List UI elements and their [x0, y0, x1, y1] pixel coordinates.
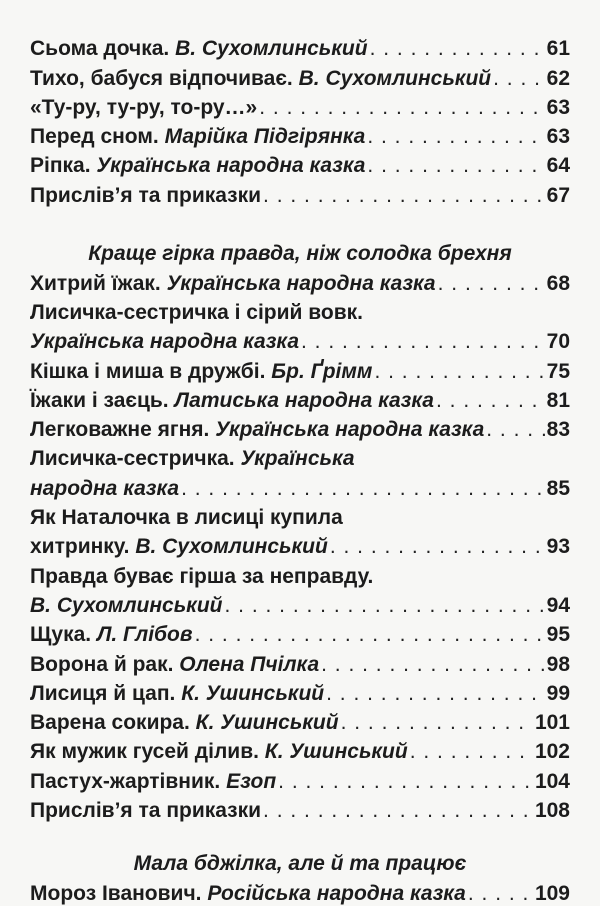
entry-author: К. Ушинський: [264, 740, 408, 764]
entry-title: Лисичка-сестричка.: [30, 447, 235, 471]
entry-page: 99: [546, 681, 570, 705]
entry-page: 102: [534, 740, 570, 764]
entry-text: [30, 653, 319, 677]
entry-page: 68: [546, 271, 570, 295]
toc-entry: [30, 876, 570, 905]
entry-text: [30, 565, 373, 589]
entry-page: 67: [546, 183, 570, 207]
dot-leader: [301, 330, 545, 354]
toc-entry: [30, 794, 570, 823]
entry-author: В. Сухомлинський: [175, 37, 368, 61]
entry-title: хитринку.: [30, 535, 130, 559]
entry-title: Лисичка-сестричка і сірий вовк.: [30, 300, 363, 324]
entry-text: [30, 389, 434, 413]
entry-author: Українська народна казка: [96, 154, 366, 178]
entry-title: Ріпка.: [30, 154, 91, 178]
toc-entry: [30, 677, 570, 706]
dot-leader: [370, 37, 545, 61]
entry-text: [30, 330, 299, 354]
dot-leader: [410, 740, 533, 764]
dot-leader: [181, 477, 545, 501]
entry-author: К. Ушинський: [195, 711, 339, 735]
entry-author: Російська народна казка: [207, 881, 466, 905]
entry-text: [30, 447, 355, 471]
table-of-contents: [30, 32, 570, 906]
entry-title: Прислів’я та приказки: [30, 183, 262, 207]
entry-page: 61: [546, 37, 570, 61]
entry-page: 98: [546, 652, 570, 676]
entry-text: [30, 740, 408, 764]
toc-entry: [30, 735, 570, 764]
entry-page: 104: [534, 769, 570, 793]
entry-title: Пастух-жартівник.: [30, 769, 221, 793]
entry-author: Українська народна казка: [30, 330, 300, 354]
entry-text: [30, 418, 484, 442]
toc-entry: [30, 32, 570, 61]
entry-text: [30, 882, 466, 906]
entry-text: [30, 799, 261, 823]
entry-text: [30, 682, 324, 706]
entry-author: Бр. Ґрімм: [271, 359, 373, 383]
entry-text: [30, 477, 179, 501]
toc-entry-line2: [30, 325, 570, 354]
entry-title: Кішка і миша в дружбі.: [30, 359, 266, 383]
entry-author: народна казка: [30, 476, 180, 500]
entry-page: 63: [546, 125, 570, 149]
entry-text: [30, 67, 491, 91]
entry-page: 83: [546, 418, 570, 442]
entry-author: В. Сухомлинський: [30, 593, 223, 617]
dot-leader: [278, 770, 533, 794]
entry-text: [30, 96, 257, 120]
entry-text: [30, 594, 222, 618]
entry-author: Українська народна казка: [215, 418, 485, 442]
entry-title: «Ту-ру, ту-ру, то-ру…»: [30, 95, 258, 119]
dot-leader: [330, 535, 545, 559]
section-header: Мала бджілка, але й та працює: [133, 852, 467, 876]
entry-author: Марійка Підгірянка: [164, 125, 366, 149]
entry-author: Олена Пчілка: [179, 652, 320, 676]
toc-entry: [30, 618, 570, 647]
toc-entry: [30, 764, 570, 793]
entry-author: К. Ушинський: [181, 681, 325, 705]
entry-page: 81: [546, 388, 570, 412]
toc-entry: [30, 149, 570, 178]
entry-page: 109: [534, 881, 570, 905]
entry-text: [30, 125, 365, 149]
toc-entry: [30, 91, 570, 120]
entry-author: Езоп: [226, 769, 277, 793]
entry-text: [30, 360, 372, 384]
dot-leader: [263, 184, 545, 208]
entry-title: Ворона й рак.: [30, 652, 174, 676]
toc-entry: [30, 413, 570, 442]
entry-author: Українська народна казка: [166, 271, 436, 295]
toc-entry: [30, 706, 570, 735]
entry-title: Легковажне ягня.: [30, 418, 210, 442]
entry-author: В. Сухомлинський: [298, 66, 492, 90]
entry-author: В. Сухомлинський: [135, 535, 328, 559]
dot-leader: [195, 623, 545, 647]
dot-leader: [263, 799, 533, 823]
entry-title: Мороз Іванович.: [30, 881, 202, 905]
entry-page: 108: [534, 799, 570, 823]
toc-entry-line1: [30, 501, 570, 530]
entry-page: 63: [546, 95, 570, 119]
entry-page: 62: [546, 66, 570, 90]
entry-page: 64: [546, 154, 570, 178]
entry-title: Лисиця й цап.: [30, 681, 176, 705]
toc-entry: [30, 61, 570, 90]
dot-leader: [436, 389, 545, 413]
entry-page: 70: [546, 330, 570, 354]
toc-entry: [30, 178, 570, 207]
dot-leader: [224, 594, 544, 618]
entry-title: Хитрий їжак.: [30, 271, 161, 295]
entry-title: Як мужик гусей ділив.: [30, 740, 259, 764]
entry-page: 101: [534, 711, 570, 735]
toc-entry-line1: [30, 559, 570, 588]
entry-title: Їжаки і заєць.: [30, 388, 169, 412]
dot-leader: [259, 96, 544, 120]
entry-page: 94: [546, 593, 570, 617]
toc-entry: [30, 354, 570, 383]
section-header: Краще гірка правда, ніж солодка брехня: [88, 242, 512, 266]
dot-leader: [493, 67, 545, 91]
entry-title: Перед сном.: [30, 125, 159, 149]
entry-text: [30, 37, 368, 61]
entry-text: [30, 301, 363, 325]
dot-leader: [341, 711, 533, 735]
entry-page: 95: [546, 623, 570, 647]
dot-leader: [367, 125, 544, 149]
toc-entry-line1: [30, 296, 570, 325]
entry-title: Як Наталочка в лисиці купила: [30, 506, 343, 530]
entry-text: [30, 272, 436, 296]
entry-page: 85: [546, 476, 570, 500]
entry-text: [30, 535, 328, 559]
entry-text: [30, 506, 343, 530]
toc-entry-line2: [30, 589, 570, 618]
entry-author: Латиська народна казка: [174, 388, 434, 412]
entry-title: Прислів’я та приказки: [30, 799, 262, 823]
entry-text: [30, 154, 365, 178]
entry-text: [30, 711, 339, 735]
entry-title: Тихо, бабуся відпочиває.: [30, 66, 293, 90]
toc-entry-line2: [30, 471, 570, 500]
toc-entry: [30, 266, 570, 295]
toc-entry-line1: [30, 442, 570, 471]
toc-entry-line2: [30, 530, 570, 559]
entry-author: Л. Глібов: [96, 623, 193, 647]
dot-leader: [468, 882, 533, 906]
dot-leader: [486, 418, 544, 442]
dot-leader: [374, 360, 544, 384]
toc-entry: [30, 384, 570, 413]
dot-leader: [438, 272, 545, 296]
toc-entry: [30, 120, 570, 149]
entry-author: Українська: [240, 447, 355, 471]
entry-text: [30, 770, 276, 794]
dot-leader: [321, 653, 545, 677]
entry-text: [30, 184, 261, 208]
dot-leader: [367, 154, 544, 178]
entry-text: [30, 623, 193, 647]
section-gap: [30, 823, 570, 847]
entry-title: Щука.: [30, 623, 92, 647]
section-gap: [30, 208, 570, 237]
dot-leader: [326, 682, 545, 706]
entry-title: Правда буває гірша за неправду.: [30, 564, 374, 588]
entry-title: Сьома дочка.: [30, 37, 170, 61]
entry-page: 93: [546, 535, 570, 559]
entry-title: Варена сокира.: [30, 711, 190, 735]
toc-entry: [30, 647, 570, 676]
entry-page: 75: [546, 359, 570, 383]
